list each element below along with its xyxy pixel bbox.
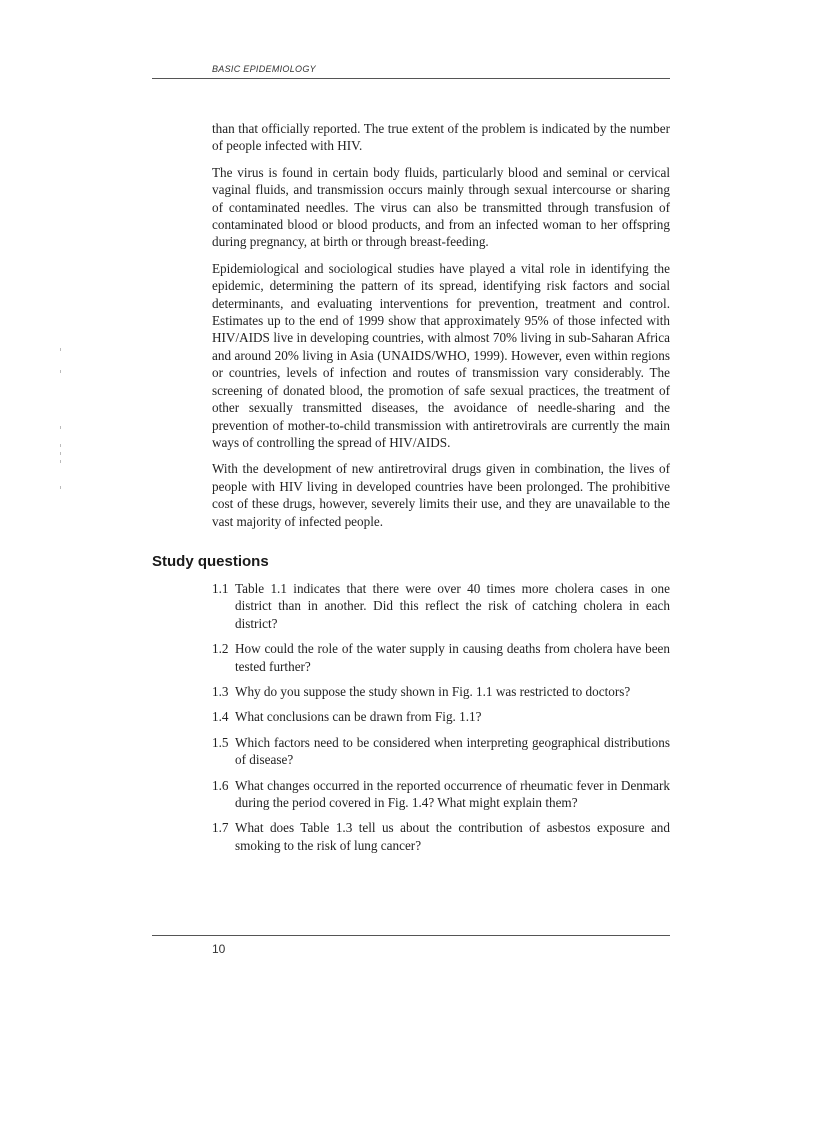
question-text: How could the role of the water supply in causing deaths from cholera have been tested further? [235,641,670,674]
paragraph: The virus is found in certain body fluids, particularly blood and seminal or cervical vaginal fluids, and transmission occurs mainly through sexual intercourse or sharing of contaminated needles. The virus can also be transmitted through transfusion of contaminated blood or blood products, and from an infected woman to her offspring during pregnancy, at birth or through breast-feeding. [212,164,670,250]
footer-rule [152,935,670,936]
question-number: 1.3 [212,684,229,700]
study-questions-list [212,580,670,862]
question-number: 1.4 [212,709,229,725]
question-text: What conclusions can be drawn from Fig. 1.1? [235,709,482,725]
paragraph: Epidemiological and sociological studies have played a vital role in identifying the epidemic, determining the pattern of its spread, identifying risk factors and social determinants, and evaluating interventions for prevention, treatment and control. Estimates up to the end of 1999 show that approximately 95% of those infected with HIV/AIDS live in developing countries, with almost 70% living in sub-Saharan Africa and around 20% living in Asia (UNAIDS/WHO, 1999). However, even within regions or countries, levels of infection and routes of transmission vary considerably. The screening of donated blood, the promotion of safe sexual practices, the treatment of other sexually transmitted diseases, the avoidance of needle-sharing and the prevention of mother-to-child transmission with antiretrovirals are currently the main ways of controlling the spread of HIV/AIDS. [212,260,670,450]
paragraph: than that officially reported. The true extent of the problem is indicated by the number of people infected with HIV. [212,121,670,154]
running-head: BASIC EPIDEMIOLOGY [212,64,316,74]
question-item [212,734,670,769]
body-text [212,120,670,539]
question-text: What changes occurred in the reported occurrence of rheumatic fever in Denmark during the period covered in Fig. 1.4? What might explain them? [235,777,670,811]
question-item [212,580,670,632]
header-rule [152,78,670,79]
scan-margin-specks [60,348,64,498]
question-item [212,708,670,725]
question-item [212,683,670,700]
question-text: What does Table 1.3 tell us about the contribution of asbestos exposure and smoking to the risk of lung cancer? [235,820,670,853]
question-number: 1.2 [212,641,229,657]
question-item [212,819,670,854]
question-text: Table 1.1 indicates that there were over 40 times more cholera cases in one district than in another. Did this reflect the risk of catching cholera in each district? [235,581,670,631]
question-number: 1.7 [212,820,229,836]
question-number: 1.6 [212,777,229,793]
question-text: Which factors need to be considered when interpreting geographical distributions of disease? [235,734,670,768]
question-number: 1.5 [212,734,229,750]
question-item [212,777,670,812]
question-text: Why do you suppose the study shown in Fig. 1.1 was restricted to doctors? [235,684,631,700]
question-item [212,640,670,675]
page-number: 10 [212,942,226,956]
paragraph: With the development of new antiretroviral drugs given in combination, the lives of people with HIV living in developed countries have been prolonged. The prohibitive cost of these drugs, however, severely limits their use, and they are unavailable to the vast majority of infected people. [212,461,670,529]
question-number: 1.1 [212,581,229,596]
section-heading-study-questions: Study questions [152,553,269,570]
